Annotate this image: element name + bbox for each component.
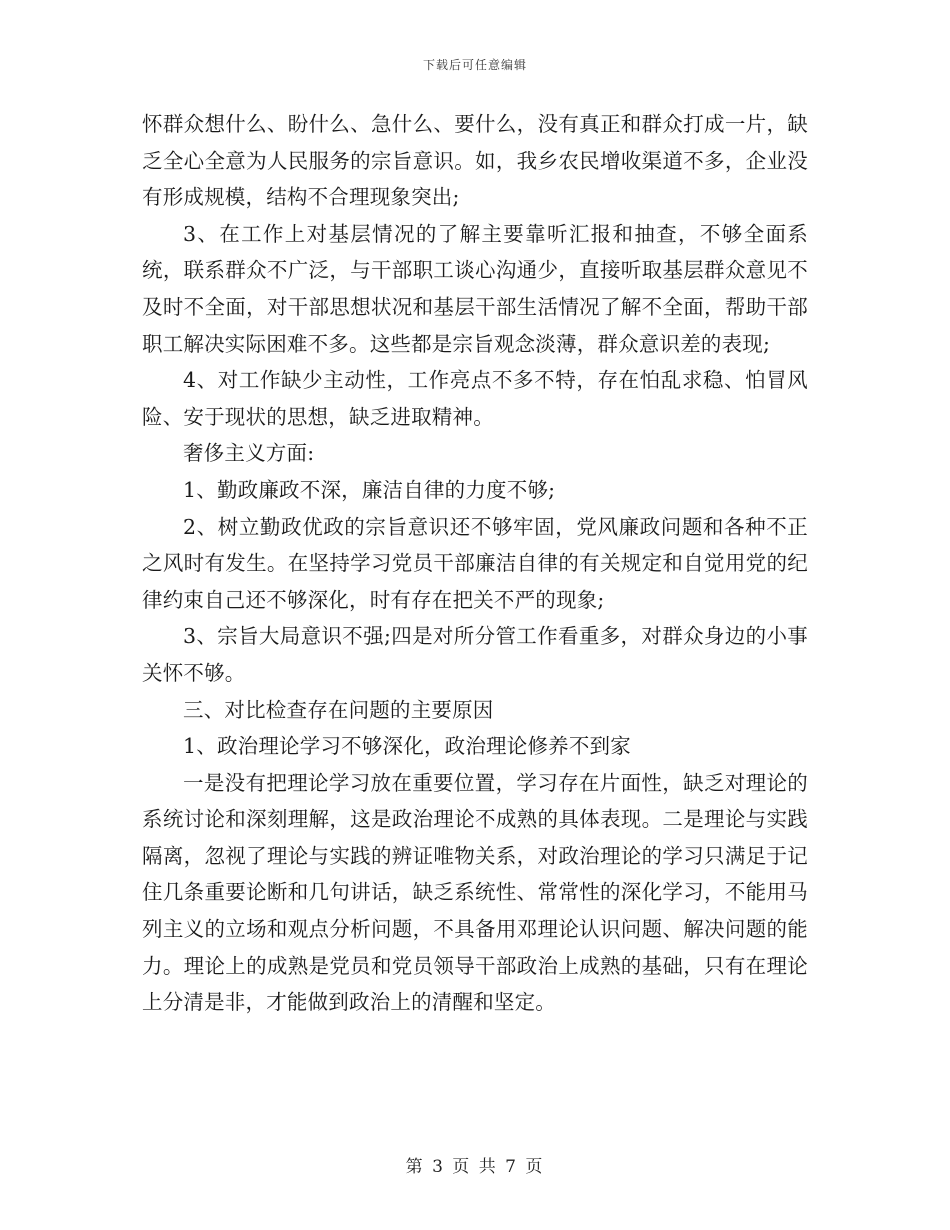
section-heading: 奢侈主义方面:	[183, 441, 315, 466]
paragraph: 一是没有把理论学习放在重要位置，学习存在片面性，缺乏对理论的系统讨论和深刻理解，这是政治理论不成熟的具体表现。二是理论与实践隔离，忽视了理论与实践的辨证唯物关系，对政治理论的学习只满足于记住几条重要论断和几句讲话，缺乏系统性、常常性的深化学习，不能用马列主义的立场和观点分析问题，不具备用邓理论认识问题、解决问题的能力。理论上的成熟是党员和党员领导干部政治上成熟的基础，只有在理论上分清是非，才能做到政治上的清醒和坚定。	[142, 770, 808, 1015]
paragraph: 1、勤政廉政不深，廉洁自律的力度不够;	[183, 477, 556, 502]
document-body	[142, 106, 808, 1021]
paragraph: 4、对工作缺少主动性，工作亮点不多不特，存在怕乱求稳、怕冒风险、安于现状的思想，缺乏进取精神。	[142, 368, 808, 429]
page-number-footer: 第 3 页 共 7 页	[405, 1157, 545, 1177]
section-heading: 三、对比检查存在问题的主要原因	[183, 697, 494, 722]
paragraph: 3、在工作上对基层情况的了解主要靠听汇报和抽查，不够全面系统，联系群众不广泛，与干部职工谈心沟通少，直接听取基层群众意见不及时不全面，对干部思想状况和基层干部生活情况了解不全面，帮助干部职工解决实际困难不多。这些都是宗旨观念淡薄，群众意识差的表现;	[142, 221, 808, 356]
page-header: 下载后可任意编辑	[422, 58, 527, 72]
paragraph: 3、宗旨大局意识不强;四是对所分管工作看重多，对群众身边的小事关怀不够。	[142, 624, 808, 685]
paragraph: 怀群众想什么、盼什么、急什么、要什么，没有真正和群众打成一片，缺乏全心全意为人民服务的宗旨意识。如，我乡农民增收渠道不多，企业没有形成规模，结构不合理现象突出;	[142, 112, 808, 210]
subsection-heading: 1、政治理论学习不够深化，政治理论修养不到家	[183, 734, 631, 759]
paragraph: 2、树立勤政优政的宗旨意识还不够牢固，党风廉政问题和各种不正之风时有发生。在坚持学习党员干部廉洁自律的有关规定和自觉用党的纪律约束自己还不够深化，时有存在把关不严的现象;	[142, 514, 808, 612]
